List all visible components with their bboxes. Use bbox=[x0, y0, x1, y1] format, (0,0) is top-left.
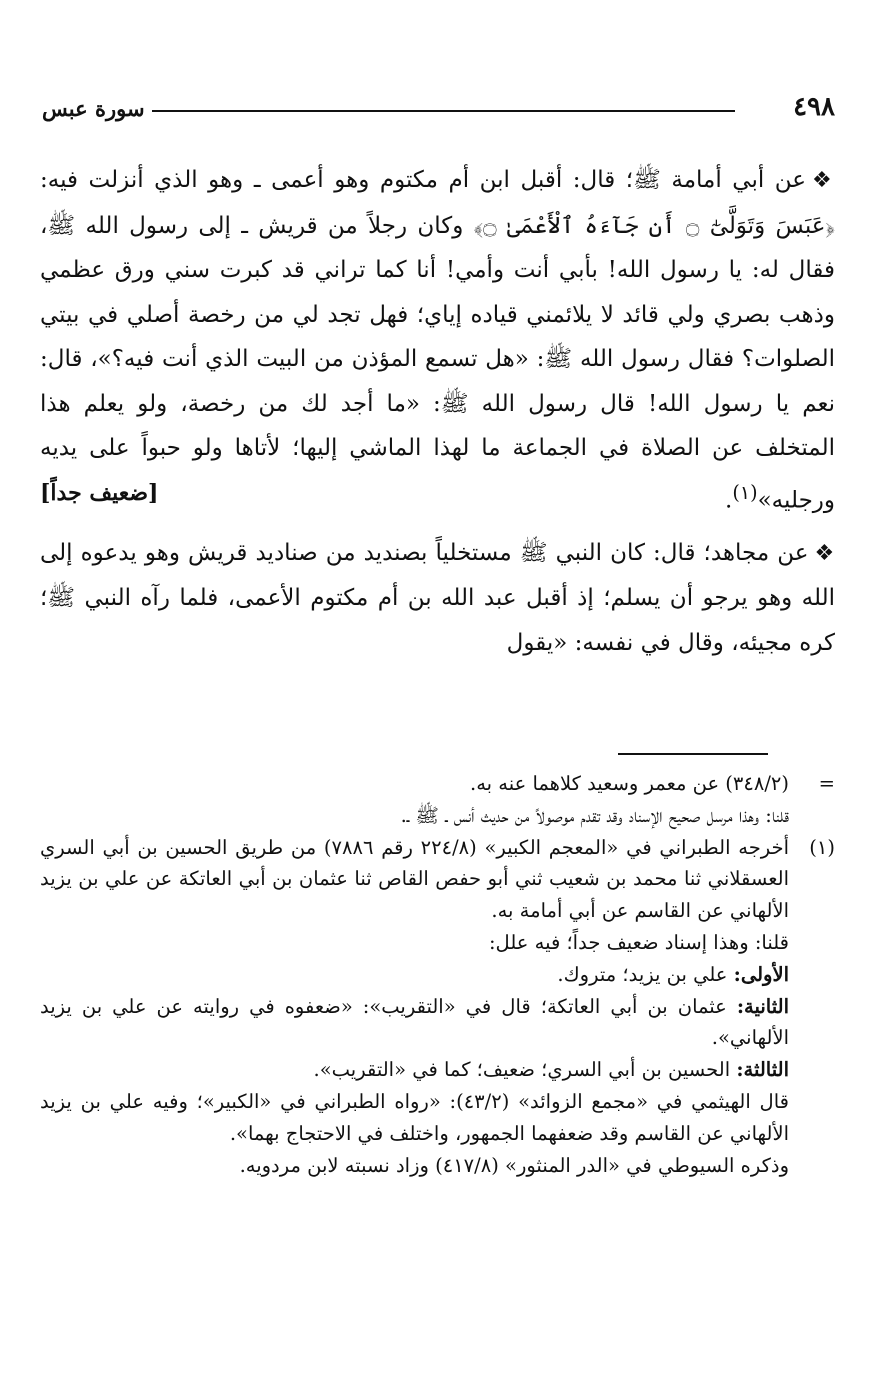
continuation-marker: = bbox=[818, 772, 835, 795]
footnote-1-marker: (١) bbox=[809, 835, 835, 859]
first-label: الأولى: bbox=[733, 962, 789, 986]
second-text: عثمان بن أبي العاتكة؛ قال في «التقريب»: «ضعفوه في روايته عن علي بن يزيد الألهاني». bbox=[40, 994, 789, 1050]
third-text: الحسين بن أبي السري؛ ضعيف؛ كما في «التقريب». bbox=[313, 1058, 737, 1082]
surah-title: سورة عبس bbox=[42, 96, 145, 121]
header-rule bbox=[152, 110, 735, 112]
first-text: علي بن يزيد؛ متروك. bbox=[557, 962, 734, 986]
footnote-continuation bbox=[40, 768, 835, 832]
star-ornament-icon: ❖ bbox=[812, 168, 835, 193]
continuation-line-1: (٣٤٨/٢) عن معمر وسعيد كلاهما عنه به. bbox=[470, 772, 789, 795]
hadith-paragraph-1: ❖عن أبي أمامة ﷺ؛ قال: أقبل ابن أم مكتوم وهو أعمى ـ وهو الذي أنزلت فيه: ﴿عَبَسَ وَتَوَلَّىٰٓ ۝ أَن جَآءَهُ ٱلْأَعْمَىٰ ۝﴾ وكان رجلاً من قريش ـ إلى رسول الله ﷺ، فقال له: يا رسول الله! بأبي أنت وأمي! أنا كما تراني قد كبرت سني ورق عظمي وذهب بصري ولي قائد لا يلائمني قياده إياي؛ فهل تجد لي من رخصة أصلي في بيتي الصلوات؟ فقال رسول الله ﷺ: «هل تسمع المؤذن من البيت الذي أنت فيه؟»، قال: نعم يا رسول الله! قال رسول الله ﷺ: «ما أجد لك من رخصة، ولو يعلم هذا المتخلف عن الصلاة في الجماعة ما لهذا الماشي إليها؛ لأتاها ولو حبواً على يديه ورجليه»$^{(١)}$. [ضعيف جداً] bbox=[40, 167, 836, 514]
hadith-2-text: عن مجاهد؛ قال: كان النبي ﷺ مستخلياً بصنديد من صناديد قريش وهو يدعوه إلى الله وهو يرجو أن يسلم؛ إذ أقبل عبد الله بن أم مكتوم الأعمى، فلما رآه النبي ﷺ؛ كره مجيئه، وقال في نفسه: «يقول bbox=[40, 539, 835, 656]
footnote-suyuti: وذكره السيوطي في «الدر المنثور» (٤١٧/٨) وزاد نسبته لابن مردويه. bbox=[239, 1153, 789, 1177]
footnote-1-intro: قلنا: وهذا إسناد ضعيف جداً؛ فيه علل: bbox=[488, 930, 789, 954]
footnote-third-defect bbox=[40, 1054, 789, 1086]
page-number: ٤٩٨ bbox=[793, 92, 835, 122]
grade-label: [ضعيف جداً] bbox=[40, 479, 159, 506]
footnote-1-text: أخرجه الطبراني في «المعجم الكبير» (٢٢٤/٨ رقم ٧٨٨٦) من طريق الحسين بن أبي السري العسقلاني ثنا محمد بن شعيب ثني أبو حفص القاص ثنا عثمان بن أبي العاتكة عن علي بن يزيد الألهاني عن القاسم عن أبي أمامة به. bbox=[40, 835, 789, 923]
footnote-first-defect bbox=[40, 959, 789, 991]
footnote-1 bbox=[40, 832, 835, 1182]
footnote-separator bbox=[618, 753, 768, 755]
star-ornament-icon: ❖ bbox=[814, 540, 835, 566]
main-text bbox=[40, 158, 835, 673]
footnote-haythami: قال الهيثمي في «مجمع الزوائد» (٤٣/٢): «رواه الطبراني في «الكبير»؛ وفيه علي بن يزيد الألهاني عن القاسم وقد ضعفهما الجمهور، واختلف في الاحتجاج بهما». bbox=[40, 1089, 789, 1145]
second-label: الثانية: bbox=[736, 994, 789, 1018]
third-label: الثالثة: bbox=[736, 1058, 789, 1082]
hadith-paragraph-2 bbox=[40, 531, 835, 666]
hadith-1-text: عن أبي أمامة ﷺ؛ قال: أقبل ابن أم مكتوم وهو أعمى ـ وهو الذي أنزلت فيه: ﴿عَبَسَ وَتَوَلَّىٰٓ ۝ أَن جَآءَهُ ٱلْأَعْمَىٰ ۝﴾ وكان رجلاً من قريش ـ إلى رسول الله ﷺ، فقال له: يا رسول الله! بأبي أنت وأمي! أنا كما تراني قد كبرت سني ورق عظمي وذهب بصري ولي قائد لا يلائمني قياده إياي؛ فهل تجد لي من رخصة أصلي في بيتي الصلوات؟ فقال رسول الله ﷺ: «هل تسمع المؤذن من البيت الذي أنت فيه؟»، قال: نعم يا رسول الله! قال رسول الله ﷺ: «ما أجد لك من رخصة، ولو يعلم هذا المتخلف عن الصلاة في الجماعة ما لهذا الماشي إليها؛ لأتاها ولو حبواً على يديه ورجليه» bbox=[40, 167, 836, 514]
footnote-ref-1: (١) bbox=[732, 480, 758, 504]
footnotes bbox=[40, 768, 835, 1181]
page-header bbox=[42, 92, 835, 132]
footnote-second-defect bbox=[40, 991, 789, 1055]
continuation-line-2: قلنا: وهذا مرسل صحيح الإسناد وقد تقدم موصولاً من حديث أنس ـ ﷺ ـ. bbox=[400, 803, 789, 827]
